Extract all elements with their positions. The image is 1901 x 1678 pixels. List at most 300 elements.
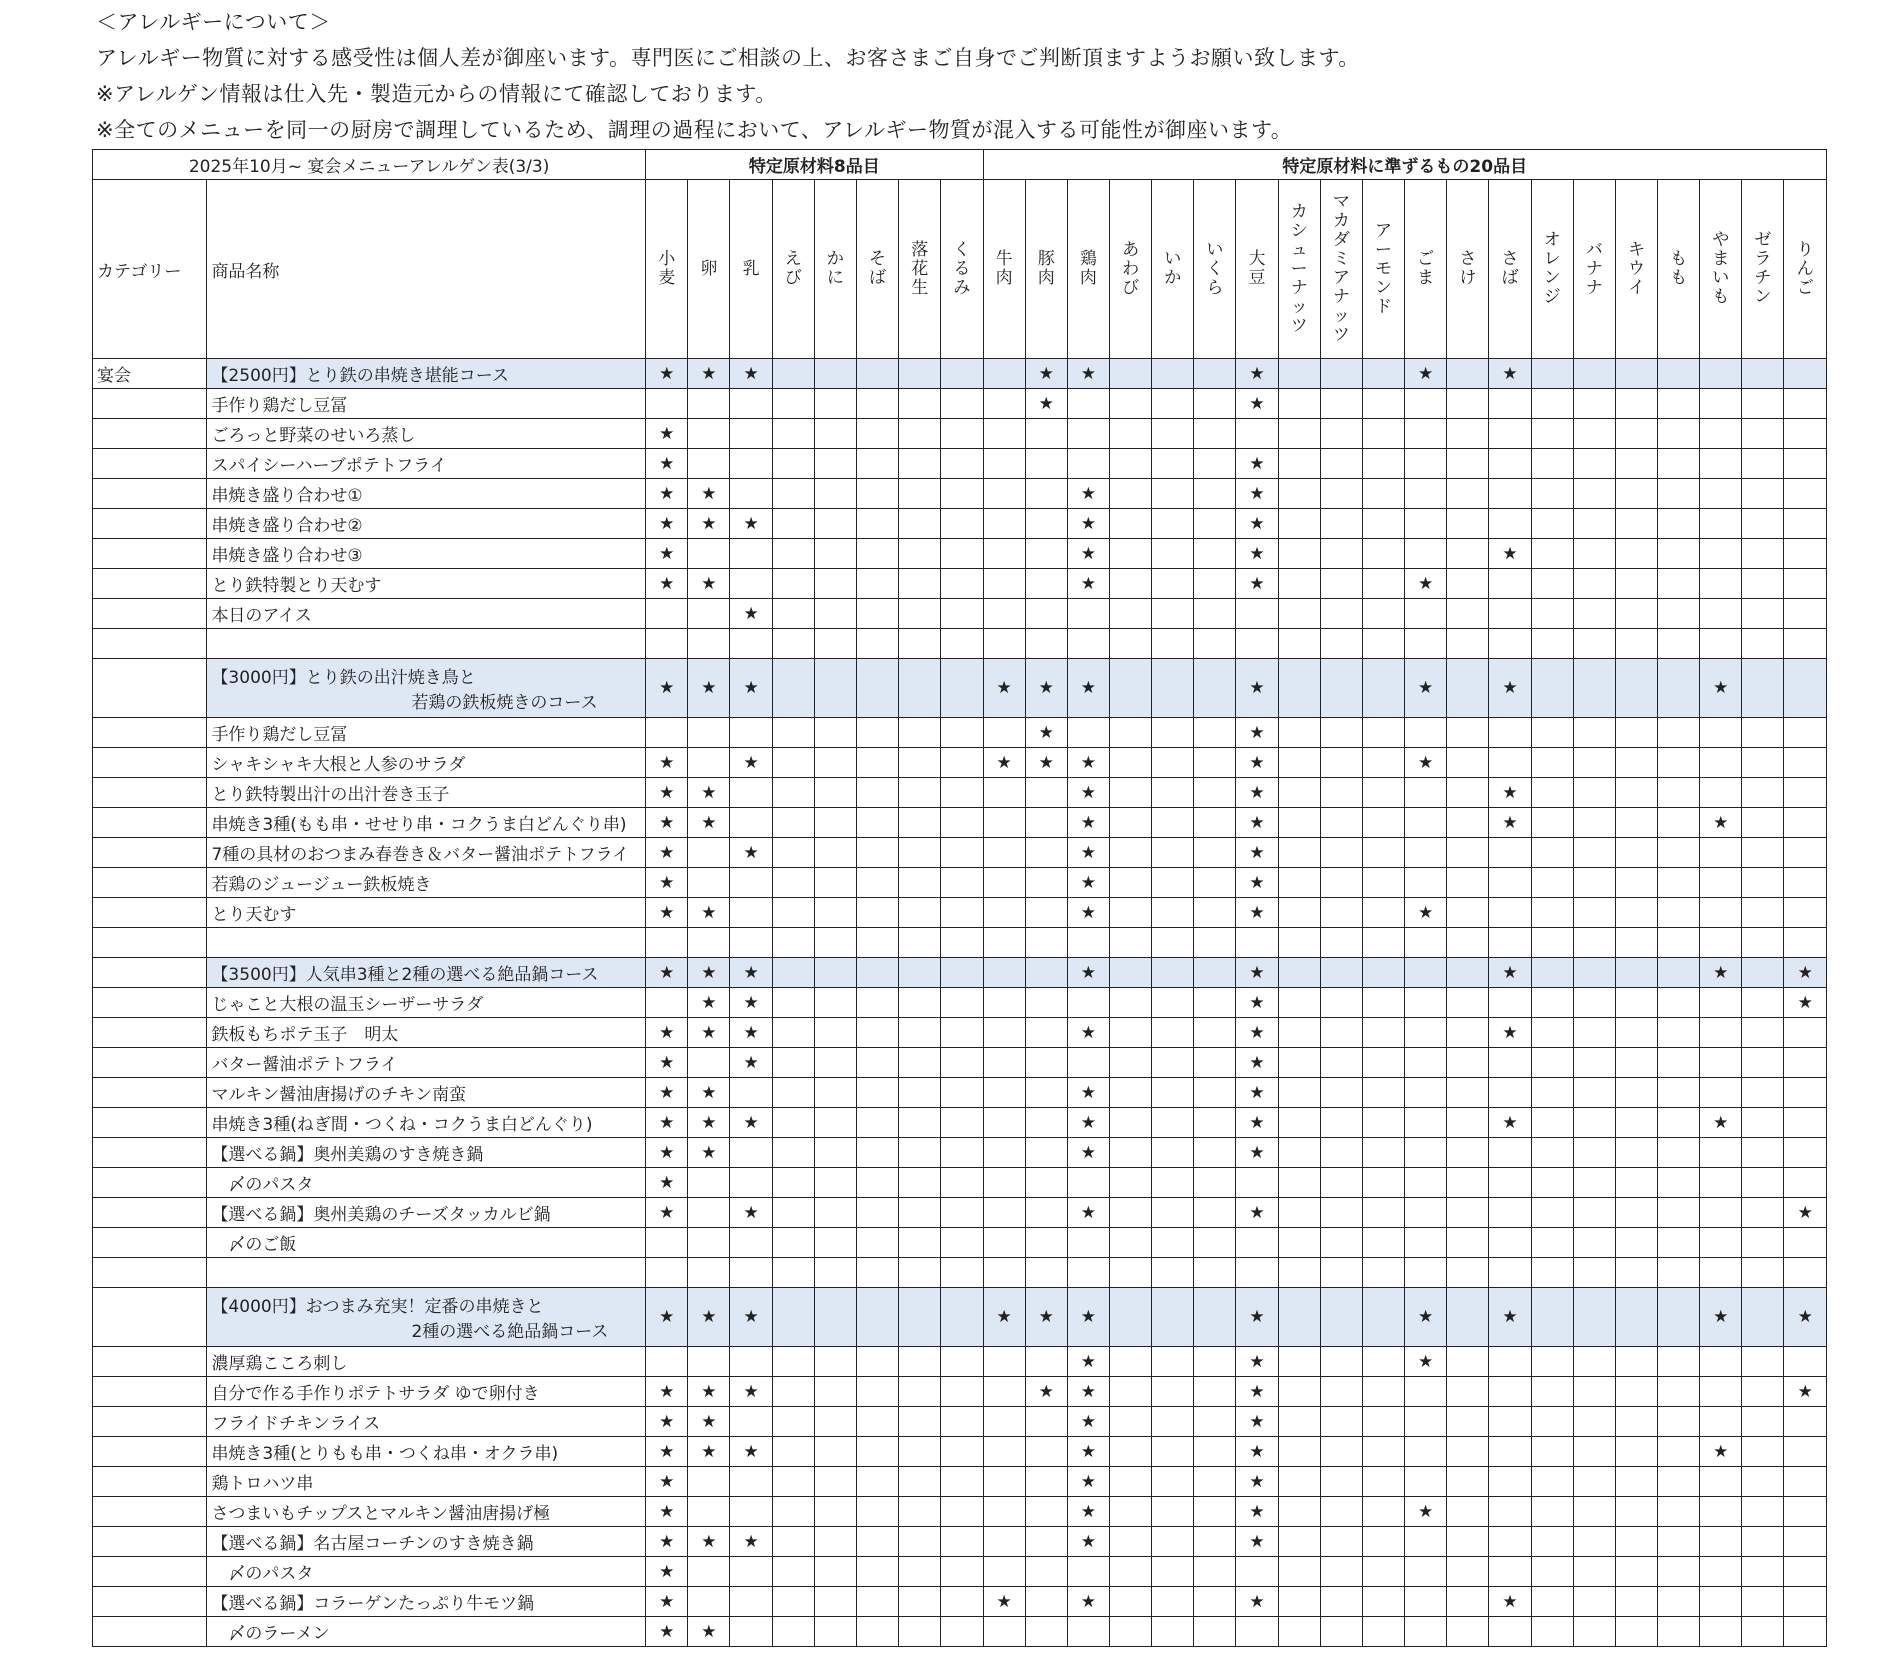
allergen-cell: ★ <box>1025 1377 1067 1407</box>
course-row <box>93 359 1827 389</box>
category-cell <box>93 599 207 629</box>
allergen-cell <box>1194 1497 1236 1527</box>
allergen-cell <box>1194 1198 1236 1228</box>
allergen-cell <box>856 1617 898 1647</box>
allergen-cell <box>688 1497 730 1527</box>
allergen-cell <box>1489 569 1531 599</box>
allergen-cell <box>1320 1527 1362 1557</box>
allergen-cell <box>1405 1018 1447 1048</box>
allergen-cell <box>1573 718 1615 748</box>
allergen-cell <box>730 1228 772 1258</box>
allergen-cell <box>1742 1078 1784 1108</box>
allergen-cell <box>1405 1108 1447 1138</box>
allergen-cell <box>1109 1467 1151 1497</box>
allergen-cell <box>1362 659 1404 718</box>
allergen-cell <box>1362 539 1404 569</box>
allergen-cell <box>899 1347 941 1377</box>
allergen-cell <box>1278 509 1320 539</box>
allergen-cell <box>1700 629 1742 659</box>
category-cell <box>93 1437 207 1467</box>
allergen-cell <box>856 1258 898 1288</box>
allergen-cell <box>1742 838 1784 868</box>
allergen-cell <box>1320 1168 1362 1198</box>
allergen-cell: ★ <box>730 599 772 629</box>
allergen-cell <box>1615 958 1657 988</box>
allergen-cell: ★ <box>730 988 772 1018</box>
allergen-cell <box>1615 1048 1657 1078</box>
allergen-cell <box>772 1587 814 1617</box>
allergen-cell <box>1489 1527 1531 1557</box>
allergen-cell <box>1700 449 1742 479</box>
allergen-cell <box>688 419 730 449</box>
menu-row <box>93 1228 1827 1258</box>
allergen-cell <box>1236 599 1278 629</box>
allergen-cell <box>899 539 941 569</box>
allergen-cell <box>1025 1048 1067 1078</box>
allergen-cell <box>1405 1467 1447 1497</box>
allergen-cell <box>1067 1048 1109 1078</box>
allergen-cell <box>941 1347 983 1377</box>
allergen-cell <box>1573 1527 1615 1557</box>
allergen-cell <box>1405 1377 1447 1407</box>
allergen-cell <box>1152 1437 1194 1467</box>
allergen-cell: ★ <box>1405 569 1447 599</box>
allergen-cell: ★ <box>1489 539 1531 569</box>
allergen-cell <box>688 868 730 898</box>
allergen-cell: ★ <box>1236 1198 1278 1228</box>
allergen-cell <box>1194 629 1236 659</box>
allergen-cell <box>1194 1617 1236 1647</box>
allergen-cell <box>1489 1198 1531 1228</box>
allergen-cell <box>1784 1108 1827 1138</box>
allergen-cell <box>1405 868 1447 898</box>
allergen-cell <box>1658 868 1700 898</box>
allergen-cell <box>941 1078 983 1108</box>
allergen-cell <box>1784 1557 1827 1587</box>
allergen-cell: ★ <box>688 1288 730 1347</box>
allergen-cell <box>1615 1437 1657 1467</box>
allergen-cell <box>1109 1557 1151 1587</box>
allergen-cell <box>1489 1407 1531 1437</box>
allergen-cell <box>856 958 898 988</box>
allergen-cell <box>1362 1407 1404 1437</box>
allergen-cell <box>1320 928 1362 958</box>
allergen-cell <box>941 778 983 808</box>
allergen-cell <box>1362 1048 1404 1078</box>
allergen-cell: ★ <box>1405 898 1447 928</box>
allergen-header: オ レ ン ジ <box>1531 180 1573 359</box>
allergen-cell <box>856 868 898 898</box>
allergen-cell <box>730 539 772 569</box>
allergen-cell: ★ <box>646 359 688 389</box>
allergen-cell <box>1742 629 1784 659</box>
allergen-cell: ★ <box>646 419 688 449</box>
menu-row <box>93 1078 1827 1108</box>
allergen-cell <box>1362 1347 1404 1377</box>
allergen-cell <box>1362 988 1404 1018</box>
allergen-cell <box>1278 928 1320 958</box>
allergen-cell <box>1447 1048 1489 1078</box>
allergen-cell <box>1362 1228 1404 1258</box>
allergen-cell <box>1658 988 1700 1018</box>
allergen-cell <box>1531 1467 1573 1497</box>
allergen-cell <box>1658 479 1700 509</box>
allergen-cell: ★ <box>1405 748 1447 778</box>
allergen-cell <box>1531 838 1573 868</box>
menu-name-cell: とり鉄特製出汁の出汁巻き玉子 <box>207 778 646 808</box>
allergen-cell <box>1278 359 1320 389</box>
allergen-cell <box>1531 479 1573 509</box>
allergen-cell <box>1658 1018 1700 1048</box>
allergen-cell: ★ <box>1236 1437 1278 1467</box>
allergen-cell <box>1615 509 1657 539</box>
menu-name-cell: 串焼き3種(ねぎ間・つくね・コクうま白どんぐり) <box>207 1108 646 1138</box>
allergen-cell: ★ <box>730 1527 772 1557</box>
allergen-cell <box>1405 1168 1447 1198</box>
category-cell <box>93 1497 207 1527</box>
allergen-cell <box>1405 1138 1447 1168</box>
menu-name-cell: さつまいもチップスとマルキン醤油唐揚げ極 <box>207 1497 646 1527</box>
allergen-cell <box>856 1557 898 1587</box>
allergen-cell <box>1658 1258 1700 1288</box>
allergen-cell <box>1658 1347 1700 1377</box>
allergen-cell <box>1194 1288 1236 1347</box>
menu-row <box>93 838 1827 868</box>
allergen-cell <box>1320 1108 1362 1138</box>
allergen-cell <box>1109 1018 1151 1048</box>
allergen-cell <box>772 1527 814 1557</box>
allergen-cell: ★ <box>730 838 772 868</box>
allergen-cell <box>1025 898 1067 928</box>
allergen-cell: ★ <box>646 958 688 988</box>
allergen-cell <box>941 1048 983 1078</box>
allergen-cell <box>941 838 983 868</box>
allergen-cell <box>1742 509 1784 539</box>
menu-row <box>93 539 1827 569</box>
allergen-cell <box>1531 898 1573 928</box>
allergen-cell <box>1784 659 1827 718</box>
allergen-cell <box>1447 808 1489 838</box>
allergen-cell <box>1320 629 1362 659</box>
allergen-cell <box>1700 898 1742 928</box>
allergen-header: 鶏 肉 <box>1067 180 1109 359</box>
allergen-cell: ★ <box>1067 1288 1109 1347</box>
allergen-cell: ★ <box>1236 1497 1278 1527</box>
category-cell <box>93 958 207 988</box>
allergen-cell <box>1573 808 1615 838</box>
allergen-cell <box>1320 1587 1362 1617</box>
allergen-header: バ ナ ナ <box>1573 180 1615 359</box>
allergen-cell <box>1152 808 1194 838</box>
allergen-header: い く ら <box>1194 180 1236 359</box>
allergen-cell <box>1742 1497 1784 1527</box>
allergen-cell <box>899 898 941 928</box>
allergen-cell <box>1784 1258 1827 1288</box>
name-header: 商品名称 <box>207 180 646 359</box>
allergen-cell: ★ <box>1489 1288 1531 1347</box>
allergen-cell <box>646 1228 688 1258</box>
allergen-cell <box>1109 958 1151 988</box>
allergen-cell: ★ <box>688 569 730 599</box>
allergen-header: 小 麦 <box>646 180 688 359</box>
allergen-cell <box>899 389 941 419</box>
allergen-cell <box>1278 868 1320 898</box>
menu-name-cell: 【3000円】とり鉄の出汁焼き鳥と 若鶏の鉄板焼きのコース <box>207 659 646 718</box>
allergen-cell <box>1109 1437 1151 1467</box>
allergen-cell <box>1447 1018 1489 1048</box>
allergen-cell <box>814 1527 856 1557</box>
allergen-cell <box>1447 509 1489 539</box>
allergen-cell <box>1531 659 1573 718</box>
menu-name-cell: 串焼き盛り合わせ③ <box>207 539 646 569</box>
allergen-cell <box>1489 389 1531 419</box>
allergen-cell <box>814 868 856 898</box>
allergen-cell: ★ <box>1236 1048 1278 1078</box>
allergen-cell <box>1658 1288 1700 1347</box>
allergen-cell: ★ <box>1489 1018 1531 1048</box>
allergen-cell <box>1278 419 1320 449</box>
allergen-cell <box>1742 1467 1784 1497</box>
allergen-cell <box>814 1168 856 1198</box>
allergen-cell <box>1362 808 1404 838</box>
allergen-cell <box>1025 1617 1067 1647</box>
allergen-cell <box>1278 958 1320 988</box>
allergen-cell <box>1489 898 1531 928</box>
allergen-cell <box>1784 629 1827 659</box>
allergen-cell: ★ <box>1236 1407 1278 1437</box>
allergen-cell <box>1742 389 1784 419</box>
category-cell <box>93 748 207 778</box>
allergen-cell <box>1573 1557 1615 1587</box>
allergen-cell <box>1489 479 1531 509</box>
allergen-cell <box>1109 569 1151 599</box>
allergen-cell <box>1615 629 1657 659</box>
allergen-cell <box>688 1198 730 1228</box>
allergen-cell <box>1742 1168 1784 1198</box>
allergen-cell: ★ <box>646 659 688 718</box>
allergen-cell <box>772 1467 814 1497</box>
note-line: ※アレルゲン情報は仕入先・製造元からの情報にて確認しております。 <box>96 82 777 106</box>
allergen-cell <box>1658 1497 1700 1527</box>
allergen-cell <box>1784 1228 1827 1258</box>
allergen-cell <box>983 509 1025 539</box>
course-row <box>93 1288 1827 1347</box>
allergen-cell <box>899 659 941 718</box>
allergen-cell: ★ <box>1405 359 1447 389</box>
allergen-cell <box>1573 988 1615 1018</box>
category-cell <box>93 838 207 868</box>
allergen-cell <box>814 1198 856 1228</box>
allergen-cell <box>814 1377 856 1407</box>
allergen-cell: ★ <box>1236 778 1278 808</box>
allergen-cell <box>1615 599 1657 629</box>
allergen-header: キ ウ イ <box>1615 180 1657 359</box>
allergen-cell <box>1320 1288 1362 1347</box>
allergen-cell <box>1278 1407 1320 1437</box>
allergen-cell <box>941 808 983 838</box>
menu-row <box>93 1347 1827 1377</box>
allergen-cell <box>1700 569 1742 599</box>
allergen-cell: ★ <box>1236 659 1278 718</box>
allergen-cell <box>1742 778 1784 808</box>
menu-row <box>93 868 1827 898</box>
allergen-cell <box>1615 1557 1657 1587</box>
allergen-header: ご ま <box>1405 180 1447 359</box>
allergen-cell <box>1742 1557 1784 1587</box>
allergen-cell <box>1194 778 1236 808</box>
allergen-cell: ★ <box>1784 988 1827 1018</box>
allergen-cell <box>1194 988 1236 1018</box>
allergen-cell <box>1700 718 1742 748</box>
allergen-cell <box>1109 1377 1151 1407</box>
allergen-cell <box>856 1497 898 1527</box>
allergen-cell <box>1320 389 1362 419</box>
group-header-specific: 特定原材料8品目 <box>646 150 983 180</box>
menu-name-cell: フライドチキンライス <box>207 1407 646 1437</box>
allergen-cell <box>1320 1617 1362 1647</box>
category-cell <box>93 1108 207 1138</box>
allergen-cell <box>1405 958 1447 988</box>
allergen-header: 卵 <box>688 180 730 359</box>
allergen-cell <box>1278 1527 1320 1557</box>
allergen-cell: ★ <box>646 1437 688 1467</box>
allergen-cell <box>1573 659 1615 718</box>
allergen-cell <box>814 778 856 808</box>
allergen-cell <box>814 1407 856 1437</box>
allergen-cell <box>1447 1168 1489 1198</box>
allergen-cell: ★ <box>1489 659 1531 718</box>
allergen-cell <box>1362 1108 1404 1138</box>
allergen-cell: ★ <box>1025 718 1067 748</box>
allergen-cell <box>899 868 941 898</box>
allergen-cell: ★ <box>1067 509 1109 539</box>
allergen-cell <box>772 838 814 868</box>
allergen-cell <box>1320 868 1362 898</box>
allergen-cell: ★ <box>1025 1288 1067 1347</box>
allergen-cell <box>1658 958 1700 988</box>
allergen-cell <box>1109 808 1151 838</box>
allergen-cell <box>1109 1258 1151 1288</box>
allergen-cell <box>856 1198 898 1228</box>
allergen-cell <box>1531 988 1573 1018</box>
allergen-cell <box>1531 419 1573 449</box>
allergen-cell <box>856 1078 898 1108</box>
allergen-cell <box>688 1587 730 1617</box>
allergen-cell <box>1447 419 1489 449</box>
allergen-cell <box>1784 599 1827 629</box>
allergen-cell <box>856 1288 898 1347</box>
category-cell <box>93 1377 207 1407</box>
allergen-cell: ★ <box>1236 1078 1278 1108</box>
allergen-cell <box>1194 419 1236 449</box>
allergen-cell: ★ <box>1067 1527 1109 1557</box>
note-line: アレルギー物質に対する感受性は個人差が御座います。専門医にご相談の上、お客さまご自身でご判断頂ますようお願い致します。 <box>96 46 1360 70</box>
allergen-cell <box>1658 1617 1700 1647</box>
allergen-cell <box>1700 1168 1742 1198</box>
allergen-cell <box>1278 1347 1320 1377</box>
allergen-cell <box>1152 1108 1194 1138</box>
allergen-cell <box>814 1048 856 1078</box>
allergen-cell <box>1152 1347 1194 1377</box>
allergen-cell <box>1152 1018 1194 1048</box>
allergen-cell <box>814 1228 856 1258</box>
allergen-header: 大 豆 <box>1236 180 1278 359</box>
allergen-cell <box>1109 1617 1151 1647</box>
allergen-cell <box>1278 1018 1320 1048</box>
allergen-cell <box>1405 1407 1447 1437</box>
allergen-cell <box>1742 748 1784 778</box>
allergen-cell <box>899 1587 941 1617</box>
allergen-cell <box>1447 1497 1489 1527</box>
allergen-cell <box>1152 1587 1194 1617</box>
allergen-cell <box>1025 1587 1067 1617</box>
allergen-cell <box>1194 718 1236 748</box>
allergen-cell <box>1320 419 1362 449</box>
allergen-cell <box>1405 1228 1447 1258</box>
allergen-cell <box>1573 1377 1615 1407</box>
allergen-cell: ★ <box>1405 1497 1447 1527</box>
allergen-cell: ★ <box>1784 1377 1827 1407</box>
allergen-cell <box>814 1587 856 1617</box>
allergen-cell <box>1573 629 1615 659</box>
allergen-cell <box>983 958 1025 988</box>
allergen-cell <box>1362 599 1404 629</box>
allergen-cell <box>814 1138 856 1168</box>
allergen-cell <box>1447 479 1489 509</box>
allergen-cell <box>1067 1168 1109 1198</box>
allergen-cell <box>688 928 730 958</box>
allergen-cell <box>1278 1048 1320 1078</box>
allergen-cell <box>1362 1497 1404 1527</box>
allergen-cell <box>1109 928 1151 958</box>
menu-name-cell: マルキン醤油唐揚げのチキン南蛮 <box>207 1078 646 1108</box>
allergen-cell: ★ <box>646 1467 688 1497</box>
allergen-cell <box>1531 958 1573 988</box>
allergen-cell <box>1531 599 1573 629</box>
category-cell <box>93 629 207 659</box>
allergen-cell <box>1320 659 1362 718</box>
category-cell: 宴会 <box>93 359 207 389</box>
allergen-cell <box>1152 509 1194 539</box>
allergen-cell <box>983 389 1025 419</box>
allergen-cell <box>1784 1437 1827 1467</box>
allergen-cell <box>1573 778 1615 808</box>
menu-row <box>93 569 1827 599</box>
allergen-cell: ★ <box>1025 659 1067 718</box>
allergen-cell <box>856 449 898 479</box>
allergen-cell <box>1489 718 1531 748</box>
allergen-cell <box>1236 419 1278 449</box>
allergen-cell <box>1742 1407 1784 1437</box>
menu-row <box>93 1497 1827 1527</box>
allergen-cell <box>983 718 1025 748</box>
allergen-cell <box>1573 509 1615 539</box>
menu-name-cell: 手作り鶏だし豆冨 <box>207 389 646 419</box>
allergen-cell <box>1784 1497 1827 1527</box>
allergen-cell: ★ <box>1067 479 1109 509</box>
allergen-cell <box>856 748 898 778</box>
allergen-cell <box>1278 1617 1320 1647</box>
allergen-cell <box>1278 1377 1320 1407</box>
allergen-cell <box>1658 389 1700 419</box>
allergen-cell <box>772 539 814 569</box>
allergen-cell <box>1152 1467 1194 1497</box>
allergen-cell <box>1658 1048 1700 1078</box>
allergen-cell: ★ <box>646 479 688 509</box>
allergen-cell <box>1152 1048 1194 1078</box>
allergen-cell <box>1658 539 1700 569</box>
menu-row <box>93 599 1827 629</box>
